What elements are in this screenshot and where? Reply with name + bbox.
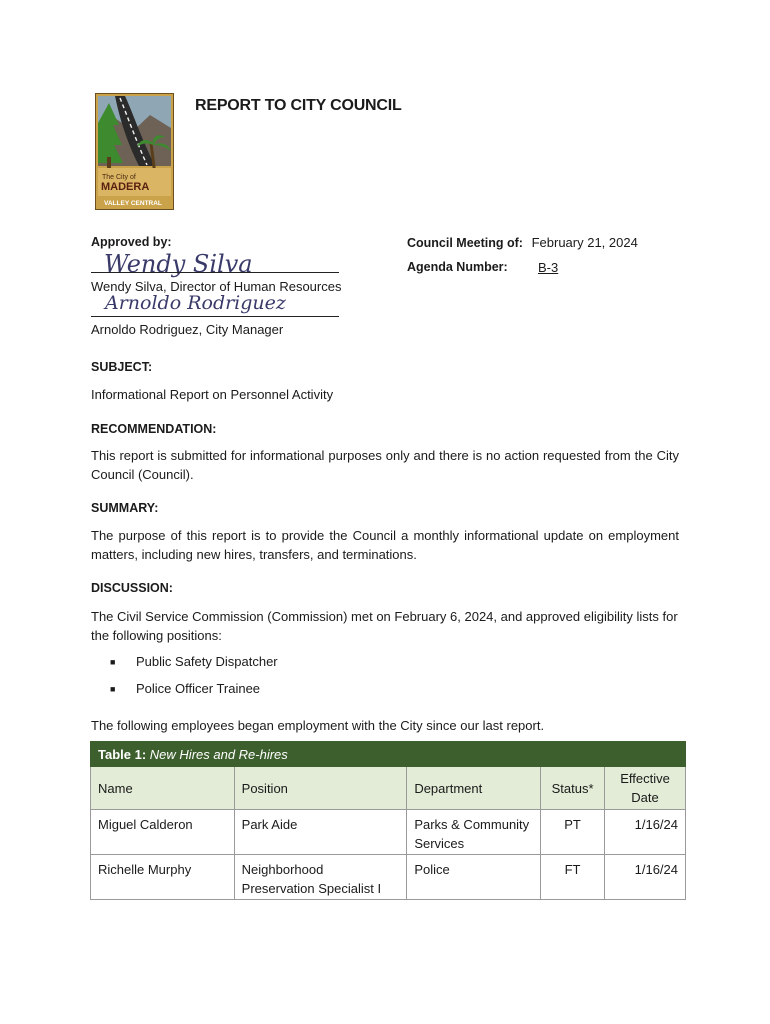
cell-position: Park Aide	[234, 810, 407, 855]
city-of-madera-logo	[95, 93, 174, 210]
discussion-heading: DISCUSSION:	[91, 581, 173, 595]
column-header-name: Name	[91, 767, 235, 810]
meeting-label: Council Meeting of:	[407, 236, 523, 250]
table-caption-row	[91, 742, 686, 767]
cell-effective-date: 1/16/24	[605, 855, 686, 900]
cell-department: Parks & Community Services	[407, 810, 541, 855]
cell-status: PT	[541, 810, 605, 855]
subject-text: Informational Report on Personnel Activity	[91, 387, 334, 402]
table-row	[91, 855, 686, 900]
table-caption	[91, 742, 686, 767]
approved-by-label: Approved by:	[91, 235, 172, 249]
recommendation-heading: RECOMMENDATION:	[91, 422, 217, 436]
signature-line-1	[91, 272, 339, 273]
logo-text-line3: VALLEY CENTRAL	[104, 200, 162, 207]
table-header-row	[91, 767, 686, 810]
cell-department: Police	[407, 855, 541, 900]
column-header-effective-date: Effective Date	[605, 767, 686, 810]
column-header-position: Position	[234, 767, 407, 810]
approver-1-name-title: Wendy Silva, Director of Human Resources	[91, 279, 342, 294]
cell-effective-date: 1/16/24	[605, 810, 686, 855]
cell-name: Richelle Murphy	[91, 855, 235, 900]
discussion-text: The Civil Service Commission (Commission) met on February 6, 2024, and approved eligibility lists for the following positions:	[91, 609, 678, 643]
svg-text:Wendy Silva: Wendy Silva	[104, 250, 253, 278]
cell-name: Miguel Calderon	[91, 810, 235, 855]
signature-wendy-silva	[102, 244, 262, 280]
logo-text-line1: The City of	[102, 174, 136, 181]
agenda-number: B-3	[538, 260, 559, 275]
meeting-info	[407, 235, 638, 250]
signature-line-2	[91, 316, 339, 317]
cell-status: FT	[541, 855, 605, 900]
cell-position: Neighborhood Preservation Specialist I	[234, 855, 407, 900]
recommendation-text: This report is submitted for informational purposes only and there is no action requested from the City Council (Council).	[91, 448, 679, 482]
meeting-date: February 21, 2024	[531, 235, 638, 250]
bullet-icon: ■	[110, 657, 116, 667]
column-header-status: Status*	[541, 767, 605, 810]
table-caption-label: Table 1:	[98, 746, 147, 762]
summary-heading: SUMMARY:	[91, 501, 159, 515]
list-item: ■ Police Officer Trainee	[110, 681, 261, 696]
approver-2-name-title: Arnoldo Rodriguez, City Manager	[91, 322, 284, 337]
bullet-icon: ■	[110, 684, 116, 694]
agenda-label: Agenda Number:	[407, 260, 508, 274]
logo-text-line2: MADERA	[101, 181, 150, 193]
table-row	[91, 810, 686, 855]
table-caption-title: New Hires and Re-hires	[149, 746, 288, 762]
svg-text:Arnoldo Rodriguez: Arnoldo Rodriguez	[105, 292, 286, 314]
subject-heading: SUBJECT:	[91, 360, 153, 374]
table-intro-text: The following employees began employment with the City since our last report.	[91, 718, 545, 733]
new-hires-table	[90, 741, 686, 900]
report-title: REPORT TO CITY COUNCIL	[195, 97, 402, 114]
column-header-department: Department	[407, 767, 541, 810]
list-item: ■ Public Safety Dispatcher	[110, 654, 278, 669]
signature-arnoldo-rodriguez	[103, 283, 293, 323]
summary-text: The purpose of this report is to provide the Council a monthly informational update on employment matters, including new hires, transfers, and terminations.	[91, 528, 679, 562]
positions-list	[110, 654, 278, 708]
